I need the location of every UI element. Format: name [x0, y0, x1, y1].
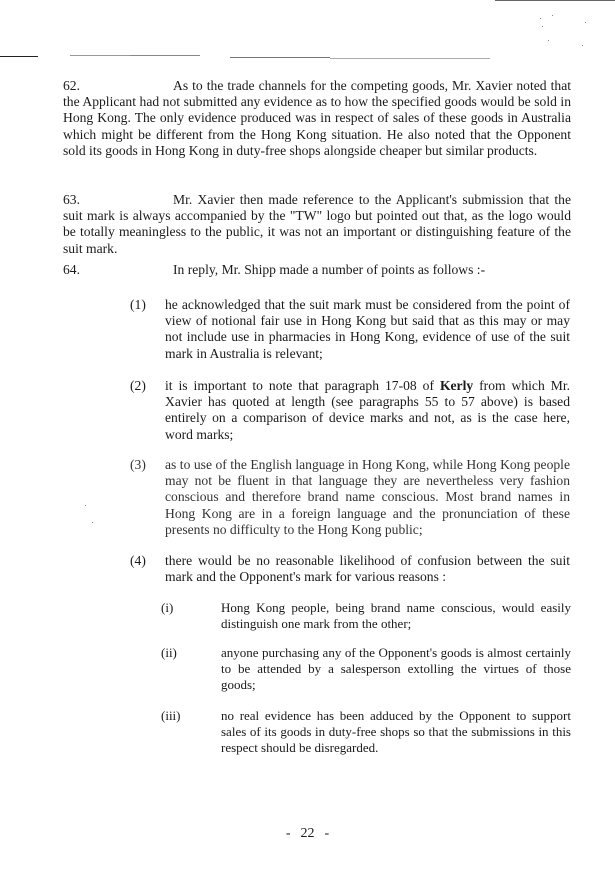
- scan-artifact-line: [70, 55, 130, 56]
- point-label: (2): [130, 378, 146, 393]
- paragraph-text: As to the trade channels for the competing goods, Mr. Xavier noted that the Applicant had not submitted any evidence as to how the specified goods would be sold in Hong Kong. The only evidence produced was in respect of sales of these goods in Australia which might be different from the Hong Kong situation. He also noted that the Opponent sold its goods in Hong Kong in duty-free shops alongside cheaper but similar products.: [63, 78, 571, 158]
- paragraph-number: 63.: [63, 192, 80, 207]
- paragraph-63: [63, 192, 571, 257]
- point-text-part: it is important to note that paragraph 17-08 of: [165, 378, 440, 393]
- scan-speck: [585, 22, 586, 23]
- point-label: (4): [130, 553, 146, 568]
- subpoint-text: Hong Kong people, being brand name conscious, would easily distinguish one mark from the other;: [221, 600, 571, 631]
- paragraph-64: [63, 262, 571, 278]
- paragraph-62: [63, 78, 571, 159]
- paragraph-number: 62.: [63, 78, 80, 93]
- point-text-part: from which Mr. Xavier has quoted at length (see paragraphs 55 to 57 above) is based entirely on a comparison of device marks and not, as is the case here, word marks;: [165, 378, 570, 442]
- point-1: [130, 297, 570, 362]
- point-4: [130, 553, 570, 585]
- point-text: as to use of the English language in Hong Kong, while Hong Kong people may not be fluent in that language they are nevertheless very fashion conscious and therefore brand name conscious. Most brand names in Hong Kong are in a foreign language and the pronunciation of these presents no difficulty to the Hong Kong public;: [165, 457, 570, 537]
- paragraph-text: Mr. Xavier then made reference to the Applicant's submission that the suit mark is always accompanied by the "TW" logo but pointed out that, as the logo would be totally meaningless to the public, it was not an important or distinguishing feature of the suit mark.: [63, 192, 571, 256]
- page-number-dash: -: [285, 826, 291, 841]
- scan-artifact-line: [495, 0, 615, 1]
- point-text: there would be no reasonable likelihood of confusion between the suit mark and the Opponent's mark for various reasons :: [165, 553, 570, 585]
- subpoint-label: (i): [161, 600, 174, 615]
- scan-speck: [542, 26, 543, 27]
- subpoint-iii: [161, 708, 571, 756]
- point-text: he acknowledged that the suit mark must be considered from the point of view of notional fair use in Hong Kong but said that as this may or may not include use in pharmacies in Hong Kong, evidence of use of the suit mark in Australia is relevant;: [165, 297, 570, 361]
- point-label: (1): [130, 297, 146, 312]
- page-number-dash: -: [324, 826, 330, 841]
- scan-speck: [92, 522, 93, 523]
- citation-kerly: Kerly: [439, 378, 474, 393]
- subpoint-label: (ii): [161, 645, 177, 660]
- scan-speck: [552, 15, 553, 16]
- scan-speck: [548, 40, 549, 41]
- scan-speck: [540, 18, 541, 19]
- scan-speck: [85, 505, 86, 506]
- subpoint-label: (iii): [161, 708, 181, 723]
- point-label: (3): [130, 457, 146, 472]
- paragraph-number: 64.: [63, 262, 80, 277]
- subpoint-i: [161, 600, 571, 632]
- point-2: [130, 378, 570, 443]
- paragraph-text: In reply, Mr. Shipp made a number of points as follows :-: [173, 262, 486, 277]
- subpoint-text: no real evidence has been adduced by the Opponent to support sales of its goods in duty-free shops so that the submissions in this respect should be disregarded.: [221, 708, 571, 755]
- point-3: [130, 457, 570, 538]
- subpoint-text: anyone purchasing any of the Opponent's goods is almost certainly to be attended by a salesperson extolling the virtues of those goods;: [221, 645, 571, 692]
- point-text: [165, 378, 570, 443]
- scan-artifact-line: [0, 56, 38, 57]
- page-number: [0, 826, 615, 842]
- scan-artifact-line: [130, 55, 200, 56]
- scan-artifact-line: [330, 58, 490, 59]
- scan-artifact-line: [230, 57, 330, 58]
- scan-speck: [582, 45, 583, 46]
- page-number-value: 22: [300, 826, 315, 841]
- subpoint-ii: [161, 645, 571, 693]
